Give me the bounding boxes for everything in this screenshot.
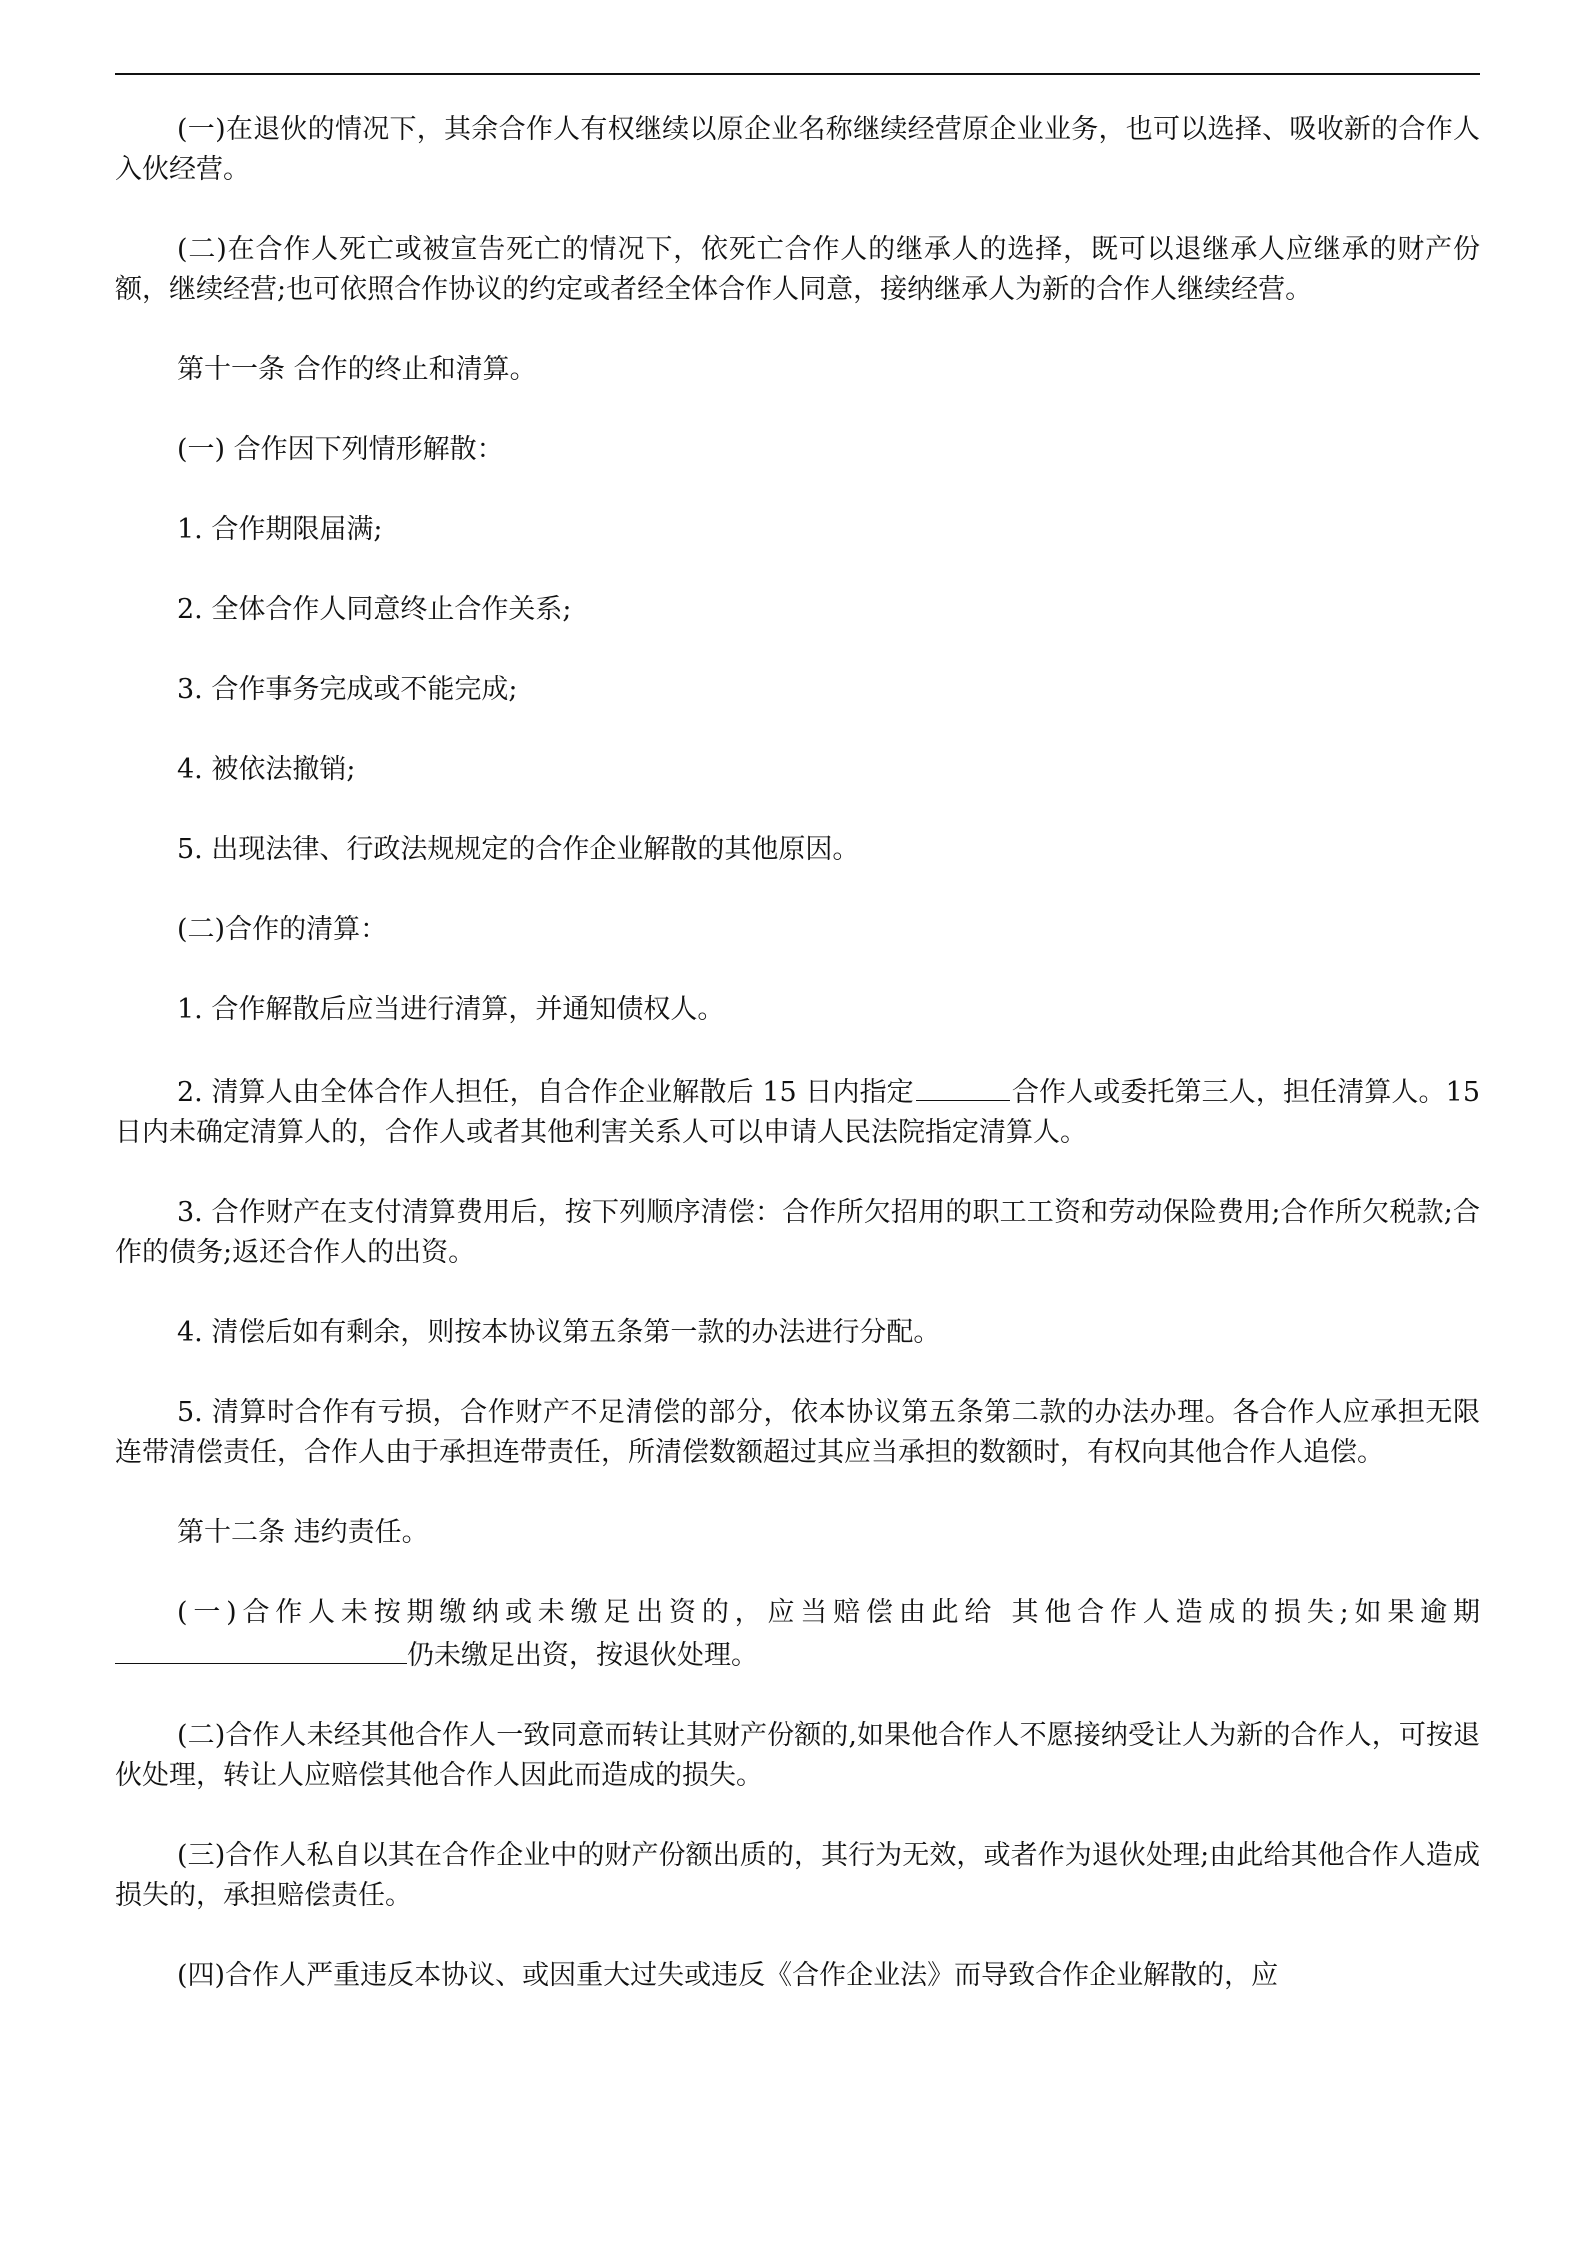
- liquidation-item-3: [115, 1193, 1480, 1273]
- document-body: [115, 110, 1480, 2036]
- paragraph-text: 仍未缴足出资，按退伙处理。: [407, 1640, 758, 1671]
- article-heading-text: 第十二条 违约责任。: [177, 1517, 429, 1548]
- paragraph-text: (二)合作的清算：: [177, 914, 388, 945]
- liability-item-3: [115, 1836, 1480, 1916]
- paragraph-death-inheritance: [115, 230, 1480, 310]
- dissolution-item-1: [115, 510, 1480, 550]
- article-12-heading: [115, 1513, 1480, 1553]
- dissolution-intro: [115, 430, 1480, 470]
- paragraph-text: (四)合作人严重违反本协议、或因重大过失或违反《合作企业法》而导致合作企业解散的，应: [177, 1960, 1279, 1991]
- liquidation-item-4: [115, 1313, 1480, 1353]
- dissolution-item-5: [115, 830, 1480, 870]
- list-item-text: 3. 合作事务完成或不能完成;: [177, 674, 518, 705]
- header-rule: [115, 73, 1480, 75]
- list-item-text: 4. 被依法撤销;: [177, 754, 356, 785]
- liquidation-intro: [115, 910, 1480, 950]
- paragraph-text: (二)在合作人死亡或被宣告死亡的情况下，依死亡合作人的继承人的选择，既可以退继承人应继承的财产份额，继续经营;也可依照合作协议的约定或者经全体合作人同意，接纳继承人为新的合作人继续经营。: [115, 234, 1480, 305]
- list-item-text: 4. 清偿后如有剩余，则按本协议第五条第一款的办法进行分配。: [177, 1317, 941, 1348]
- list-item-text: 1. 合作解散后应当进行清算，并通知债权人。: [177, 994, 725, 1025]
- article-heading-text: 第十一条 合作的终止和清算。: [177, 354, 537, 385]
- dissolution-item-3: [115, 670, 1480, 710]
- paragraph-withdrawal-continue: [115, 110, 1480, 190]
- list-item-text: 3. 合作财产在支付清算费用后，按下列顺序清偿：合作所欠招用的职工工资和劳动保险费用;合作所欠税款;合作的债务;返还合作人的出资。: [115, 1197, 1480, 1268]
- list-item-text: 合作人或委托第三人，担任清算人。15 日内未确定清算人的，合作人或者其他利害关系人可以申请人民法院指定清算人。: [115, 1077, 1480, 1148]
- liability-item-2: [115, 1716, 1480, 1796]
- paragraph-text: (二)合作人未经其他合作人一致同意而转让其财产份额的,如果他合作人不愿接纳受让人为新的合作人，可按退伙处理，转让人应赔偿其他合作人因此而造成的损失。: [115, 1720, 1480, 1791]
- article-11-heading: [115, 350, 1480, 390]
- liquidation-item-5: [115, 1393, 1480, 1473]
- liquidation-item-1: [115, 990, 1480, 1030]
- list-item-text: 1. 合作期限届满;: [177, 514, 383, 545]
- paragraph-text: (三)合作人私自以其在合作企业中的财产份额出质的，其行为无效，或者作为退伙处理;由此给其他合作人造成损失的，承担赔偿责任。: [115, 1840, 1480, 1911]
- fill-in-blank: [916, 1070, 1010, 1101]
- liability-item-1: [115, 1593, 1480, 1676]
- liquidation-item-2: [115, 1070, 1480, 1153]
- fill-in-blank: [115, 1633, 407, 1664]
- dissolution-item-2: [115, 590, 1480, 630]
- list-item-text: 2. 全体合作人同意终止合作关系;: [177, 594, 572, 625]
- dissolution-item-4: [115, 750, 1480, 790]
- list-item-text: 5. 清算时合作有亏损，合作财产不足清偿的部分，依本协议第五条第二款的办法办理。各合作人应承担无限连带清偿责任，合作人由于承担连带责任，所清偿数额超过其应当承担的数额时，有权向其他合作人追偿。: [115, 1397, 1480, 1468]
- list-item-text: 2. 清算人由全体合作人担任，自合作企业解散后 15 日内指定: [177, 1077, 914, 1108]
- paragraph-text: (一)合作人未按期缴纳或未缴足出资的，应当赔偿由此给 其他合作人造成的损失;如果逾期: [177, 1597, 1480, 1628]
- list-item-text: 5. 出现法律、行政法规规定的合作企业解散的其他原因。: [177, 834, 860, 865]
- paragraph-text: (一)在退伙的情况下，其余合作人有权继续以原企业名称继续经营原企业业务，也可以选择、吸收新的合作人入伙经营。: [115, 114, 1480, 185]
- liability-item-4: [115, 1956, 1480, 1996]
- paragraph-text: (一) 合作因下列情形解散：: [177, 434, 504, 465]
